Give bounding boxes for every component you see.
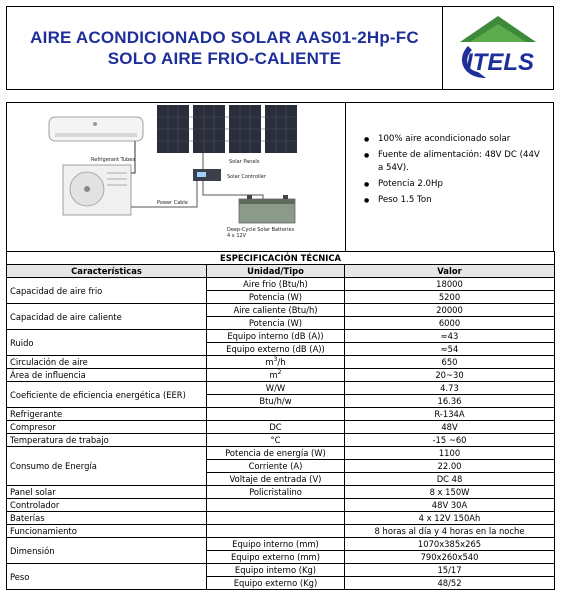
table-row — [7, 512, 555, 525]
row-value: 20000 — [345, 304, 555, 317]
row-value: 48V — [345, 421, 555, 434]
title-line-1: AIRE ACONDICIONADO SOLAR AAS01-2Hp-FC — [30, 28, 419, 47]
table-row — [7, 564, 555, 577]
row-label: Coeficiente de eficiencia energética (EER) — [7, 382, 207, 408]
title-line-2: SOLO AIRE FRIO-CALIENTE — [107, 49, 342, 68]
row-value: 48/52 — [345, 577, 555, 590]
row-value: 8 x 150W — [345, 486, 555, 499]
row-unit: Potencia (W) — [207, 317, 345, 330]
spec-table — [6, 251, 555, 590]
row-label: Panel solar — [7, 486, 207, 499]
outdoor-unit-icon — [63, 165, 131, 215]
feature-item: ● 100% aire acondicionado solar — [378, 133, 545, 146]
table-row — [7, 447, 555, 460]
row-value: -15 ~60 — [345, 434, 555, 447]
row-unit: W/W — [207, 382, 345, 395]
row-unit: DC — [207, 421, 345, 434]
row-label: Ruido — [7, 330, 207, 356]
row-value: 22.00 — [345, 460, 555, 473]
row-value: R-134A — [345, 408, 555, 421]
table-row — [7, 525, 555, 538]
row-unit: Aire caliente (Btu/h) — [207, 304, 345, 317]
row-value: 20~30 — [345, 369, 555, 382]
row-value: 48V 30A — [345, 499, 555, 512]
row-label: Compresor — [7, 421, 207, 434]
row-value: 15/17 — [345, 564, 555, 577]
overview-section — [6, 102, 554, 251]
row-value: DC 48 — [345, 473, 555, 486]
feature-item: ● Potencia 2.0Hp — [378, 178, 545, 191]
row-unit: Equipo externo (mm) — [207, 551, 345, 564]
label-solar-controller: Solar Controller — [227, 174, 266, 180]
row-unit: Equipo interno (dB (A)) — [207, 330, 345, 343]
table-row — [7, 278, 555, 291]
label-refrigerant-tubes: Refrigerant Tubes — [91, 157, 135, 163]
row-value: 1070x385x265 — [345, 538, 555, 551]
unit-exponent: 2 — [277, 369, 282, 377]
row-label: Peso — [7, 564, 207, 590]
header — [6, 6, 554, 90]
feature-item: ● Peso 1.5 Ton — [378, 194, 545, 207]
row-label: Capacidad de aire caliente — [7, 304, 207, 330]
row-unit: Btu/h/w — [207, 395, 345, 408]
row-value: 16.36 — [345, 395, 555, 408]
row-value: 6000 — [345, 317, 555, 330]
row-unit — [207, 408, 345, 421]
row-value: 8 horas al día y 4 horas en la noche — [345, 525, 555, 538]
header-caracteristicas: Características — [7, 265, 207, 278]
title-box — [7, 7, 443, 89]
row-unit — [207, 356, 345, 369]
solar-controller-icon — [193, 169, 221, 181]
feature-item: ● Fuente de alimentación: 48V DC (44V a 54V). — [378, 149, 545, 175]
row-unit: Policristalino — [207, 486, 345, 499]
label-solar-panels: Solar Panels — [229, 159, 260, 165]
row-unit — [207, 525, 345, 538]
unit-base: m — [269, 370, 278, 380]
unit-base: m — [265, 357, 274, 367]
row-unit: Potencia de energía (W) — [207, 447, 345, 460]
row-label: Temperatura de trabajo — [7, 434, 207, 447]
row-unit: Equipo externo (dB (A)) — [207, 343, 345, 356]
indoor-unit-icon — [49, 117, 143, 141]
row-unit: Voltaje de entrada (V) — [207, 473, 345, 486]
row-unit — [207, 369, 345, 382]
logo — [443, 7, 553, 89]
row-label: Refrigerante — [7, 408, 207, 421]
solar-system-illustration — [7, 103, 345, 251]
row-label: Controlador — [7, 499, 207, 512]
solar-panels-icon — [157, 105, 297, 153]
row-unit: Aire frio (Btu/h) — [207, 278, 345, 291]
header-unidad-tipo: Unidad/Tipo — [207, 265, 345, 278]
spec-table-title: ESPECIFICACIÓN TÉCNICA — [7, 252, 555, 265]
table-row — [7, 408, 555, 421]
row-unit: Potencia (W) — [207, 291, 345, 304]
row-unit: Equipo interno (Kg) — [207, 564, 345, 577]
row-value: 5200 — [345, 291, 555, 304]
row-unit: Equipo externo (Kg) — [207, 577, 345, 590]
unit-exponent: 3 — [273, 356, 278, 364]
table-row — [7, 369, 555, 382]
table-row — [7, 330, 555, 343]
row-value: 1100 — [345, 447, 555, 460]
row-label: Área de influencia — [7, 369, 207, 382]
system-diagram — [7, 103, 346, 251]
table-row — [7, 304, 555, 317]
table-row — [7, 434, 555, 447]
row-value: 4.73 — [345, 382, 555, 395]
row-unit: Corriente (A) — [207, 460, 345, 473]
row-label: Funcionamiento — [7, 525, 207, 538]
spec-sheet — [6, 6, 554, 590]
row-label: Consumo de Energía — [7, 447, 207, 486]
batteries-icon — [239, 195, 295, 223]
row-unit: °C — [207, 434, 345, 447]
row-value: 790x260x540 — [345, 551, 555, 564]
header-valor: Valor — [345, 265, 555, 278]
row-label: Baterías — [7, 512, 207, 525]
label-power-cable: Power Cable — [157, 200, 188, 206]
table-row — [7, 356, 555, 369]
unit-tail: /h — [277, 357, 286, 367]
row-unit — [207, 512, 345, 525]
row-value: ≈54 — [345, 343, 555, 356]
label-batteries-2: 4 x 12V — [227, 233, 247, 239]
row-label: Capacidad de aire frio — [7, 278, 207, 304]
table-row — [7, 486, 555, 499]
table-row — [7, 499, 555, 512]
itels-logo-icon — [448, 12, 548, 84]
table-row — [7, 421, 555, 434]
table-row — [7, 382, 555, 395]
row-unit — [207, 499, 345, 512]
row-unit: Equipo interno (mm) — [207, 538, 345, 551]
row-value: ≈43 — [345, 330, 555, 343]
logo-text: ITELS — [465, 49, 535, 76]
row-value: 4 x 12V 150Ah — [345, 512, 555, 525]
row-value: 650 — [345, 356, 555, 369]
row-label: Dimensión — [7, 538, 207, 564]
row-label: Circulación de aire — [7, 356, 207, 369]
label-batteries-1: Deep-Cycle Solar Batteries — [227, 227, 295, 233]
feature-list — [346, 103, 553, 251]
table-row — [7, 538, 555, 551]
row-value: 18000 — [345, 278, 555, 291]
